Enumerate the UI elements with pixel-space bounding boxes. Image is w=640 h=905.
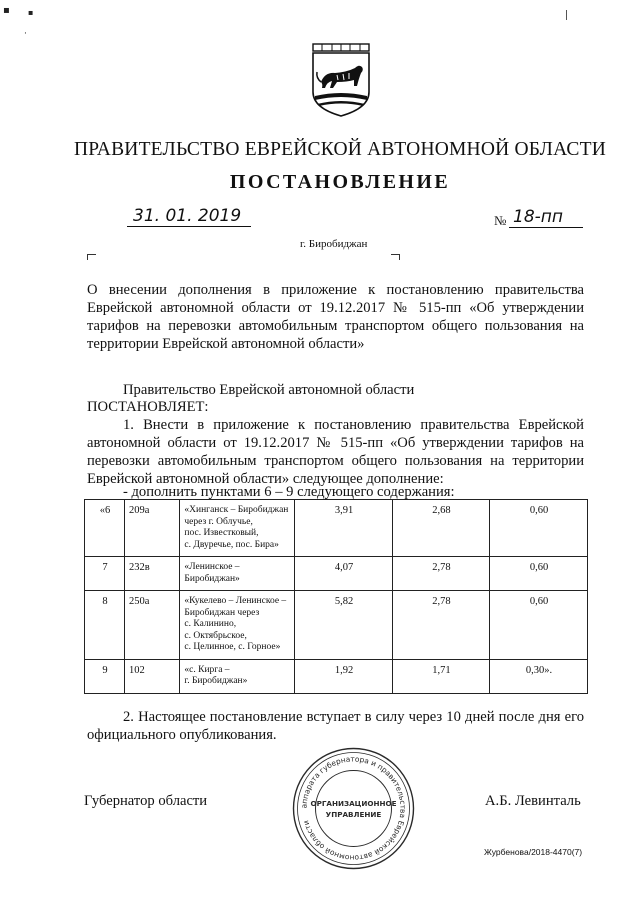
coat-of-arms-emblem	[307, 42, 375, 118]
table-row	[85, 659, 588, 693]
tariff-value-2: 2,78	[392, 591, 489, 660]
tariff-value-3: 0,30».	[490, 659, 588, 693]
document-place: г. Биробиджан	[300, 238, 368, 250]
tariff-value-1: 5,82	[295, 591, 392, 660]
stamp-center-line-2: УПРАВЛЕНИЕ	[325, 810, 382, 819]
route-line: Биробиджан через	[184, 607, 260, 618]
route-code: 232в	[124, 557, 179, 591]
table-row	[85, 591, 588, 660]
route-line: «с. Кирга –	[184, 664, 230, 675]
row-index: 7	[85, 557, 125, 591]
route-line: с. Калинино,	[184, 619, 237, 629]
scan-mark: ▪	[3, 5, 10, 16]
scan-mark	[566, 10, 567, 20]
tariff-value-2: 2,68	[392, 500, 489, 557]
tariff-value-2: 1,71	[392, 659, 489, 693]
tariff-value-2: 2,78	[392, 557, 489, 591]
route-line: г. Биробиджан»	[184, 676, 248, 686]
route-line: через г. Облучье,	[184, 516, 253, 527]
item-2: 2. Настоящее постановление вступает в силу через 10 дней после дня его официального опубликования.	[87, 709, 584, 743]
route-code: 102	[124, 659, 179, 693]
item-1: 1. Внести в приложение к постановлению правительства Еврейской автономной области от 19.12.2017 № 515-пп «Об утверждении тарифов на перевозки автомобильным транспортом общего пользования на территории Еврейской автономной области» следующее дополнение:	[87, 417, 584, 487]
stamp-center-line-1: ОРГАНИЗАЦИОННОЕ	[310, 799, 397, 808]
tariff-value-1: 1,92	[295, 659, 392, 693]
number-label: №	[494, 213, 507, 228]
route-line: «Хинганск – Биробиджан	[184, 505, 289, 515]
corner-mark-right	[391, 254, 400, 260]
row-index: 9	[85, 659, 125, 693]
route-line: пос. Известковый,	[184, 528, 259, 538]
intro-line: Правительство Еврейской автономной области	[123, 382, 415, 398]
corner-mark-left	[87, 254, 96, 260]
tariff-value-3: 0,60	[490, 591, 588, 660]
item-1-sub: - дополнить пунктами 6 – 9 следующего содержания:	[123, 484, 455, 500]
document-subject: О внесении дополнения в приложение к постановлению правительства Еврейской автономной области от 19.12.2017 № 515-пп «Об утверждении тарифов на перевозки автомобильным транспортом общего пользования на территории Еврейской автономной области»	[87, 282, 584, 352]
route-line: с. Двуречье, пос. Бира»	[184, 539, 279, 550]
route-name	[180, 500, 295, 557]
route-name	[180, 591, 295, 660]
scan-mark: ·	[24, 29, 27, 39]
tariff-value-3: 0,60	[490, 557, 588, 591]
table-row	[85, 500, 588, 557]
route-name	[180, 659, 295, 693]
route-line: «Ленинское –	[184, 562, 240, 572]
resolves-word: ПОСТАНОВЛЯЕТ:	[87, 399, 209, 415]
document-type: ПОСТАНОВЛЕНИЕ	[229, 171, 451, 193]
route-code: 209а	[124, 500, 179, 557]
row-index: «6	[85, 500, 125, 557]
document-number: 18-пп	[509, 207, 583, 228]
government-title: ПРАВИТЕЛЬСТВО ЕВРЕЙСКОЙ АВТОНОМНОЙ ОБЛАСТИ	[73, 139, 607, 160]
row-index: 8	[85, 591, 125, 660]
tariff-value-1: 3,91	[295, 500, 392, 557]
route-line: «Кукелево – Ленинское –	[184, 596, 287, 606]
route-code: 250а	[124, 591, 179, 660]
scan-mark: ▪	[28, 8, 34, 17]
executor-reference: Журбенова/2018-4470(7)	[484, 847, 583, 857]
signatory-title: Губернатор области	[84, 793, 208, 809]
document-date: 31. 01. 2019	[127, 206, 251, 227]
stamp-ring-text: аппарата губернатора и правительства Еврейской автономной области	[299, 754, 408, 863]
tariff-value-1: 4,07	[295, 557, 392, 591]
signatory-name: А.Б. Левинталь	[485, 793, 581, 809]
table-row	[85, 557, 588, 591]
official-stamp	[291, 746, 416, 871]
tariff-table	[84, 499, 588, 694]
route-line: Биробиджан»	[184, 573, 240, 584]
route-name	[180, 557, 295, 591]
tariff-value-3: 0,60	[490, 500, 588, 557]
route-line: с. Целинное, с. Горное»	[184, 642, 281, 652]
route-line: с. Октябрьское,	[184, 630, 247, 641]
